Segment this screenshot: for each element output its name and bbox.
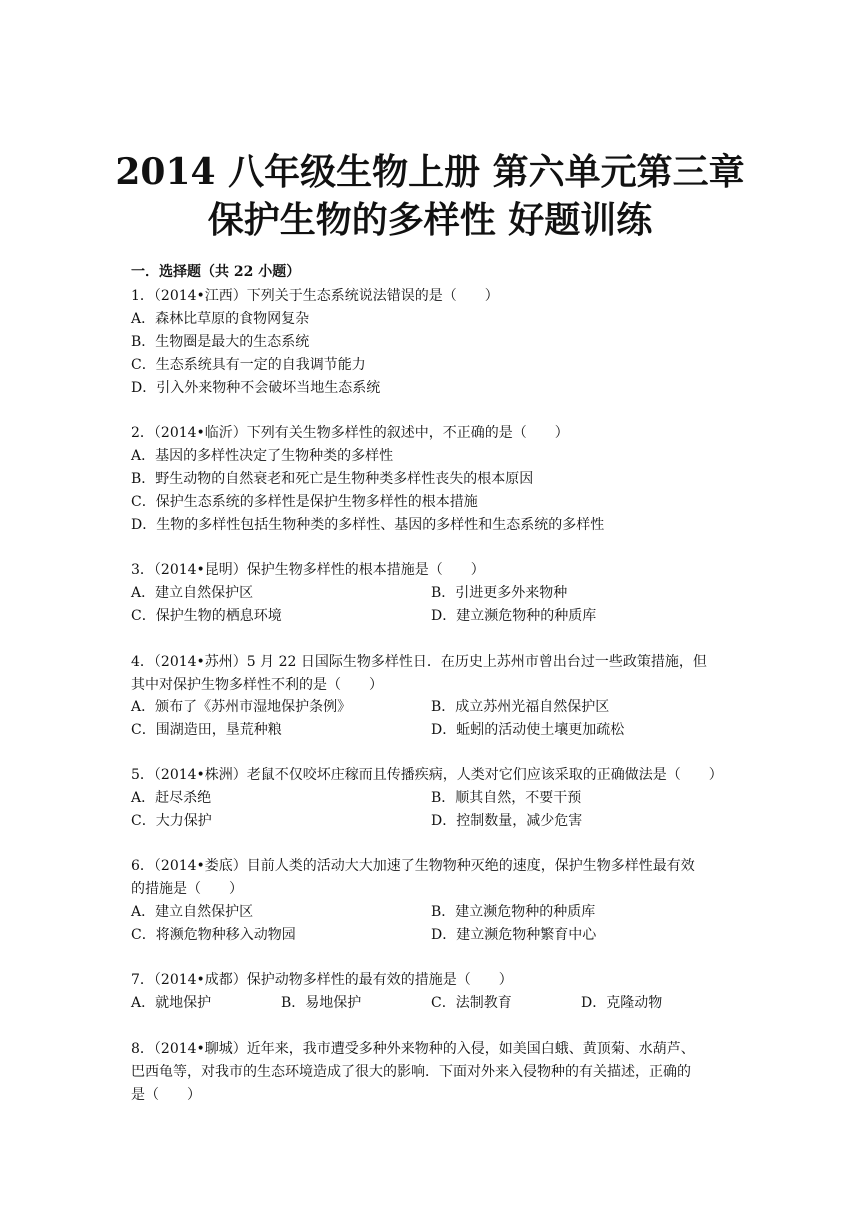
question-3-option-a: A．建立自然保护区 <box>131 585 254 601</box>
question-7-stem: 7．（2014•成都）保护动物多样性的最有效的措施是（ ） <box>131 972 513 988</box>
question-4-stem-line-2: 其中对保护生物多样性不利的是（ ） <box>131 677 383 693</box>
section-heading: 一．选择题（共 22 小题） <box>131 264 301 280</box>
question-1-stem: 1．（2014•江西）下列关于生态系统说法错误的是（ ） <box>131 288 499 304</box>
question-4-option-d: D．蚯蚓的活动使土壤更加疏松 <box>431 722 625 738</box>
question-8-stem-line-2: 巴西龟等，对我市的生态环境造成了很大的影响．下面对外来入侵物种的有关描述，正确的 <box>131 1064 691 1080</box>
question-8-stem-line-3: 是（ ） <box>131 1087 201 1103</box>
question-3-option-b: B．引进更多外来物种 <box>431 585 568 601</box>
question-6-stem-line-2: 的措施是（ ） <box>131 881 243 897</box>
question-3-option-d: D．建立濒危物种的种质库 <box>431 608 597 624</box>
question-1-option-c: C．生态系统具有一定的自我调节能力 <box>131 357 366 373</box>
question-5-stem: 5．（2014•株洲）老鼠不仅咬坏庄稼而且传播疾病，人类对它们应该采取的正确做法是（ ） <box>131 767 723 783</box>
question-6-option-c: C．将濒危物种移入动物园 <box>131 927 296 943</box>
document-title-line-1: 2014 八年级生物上册 第六单元第三章 <box>115 151 745 193</box>
question-4-stem-line-1: 4．（2014•苏州）5 月 22 日国际生物多样性日．在历史上苏州市曾出台过一些政策措施，但 <box>131 654 707 670</box>
question-7-option-b: B．易地保护 <box>281 995 362 1011</box>
question-2-stem: 2．（2014•临沂）下列有关生物多样性的叙述中，不正确的是（ ） <box>131 425 569 441</box>
question-5-option-c: C．大力保护 <box>131 813 212 829</box>
question-3-stem: 3．（2014•昆明）保护生物多样性的根本措施是（ ） <box>131 562 485 578</box>
question-4-option-b: B．成立苏州光福自然保护区 <box>431 699 610 715</box>
question-7-option-c: C．法制教育 <box>431 995 512 1011</box>
question-4-option-a: A．颁布了《苏州市湿地保护条例》 <box>131 699 352 715</box>
question-1-option-d: D．引入外来物种不会破坏当地生态系统 <box>131 380 381 396</box>
question-6-option-a: A．建立自然保护区 <box>131 904 254 920</box>
question-6-option-d: D．建立濒危物种繁育中心 <box>431 927 597 943</box>
question-2-option-a: A．基因的多样性决定了生物种类的多样性 <box>131 448 394 464</box>
question-2-option-b: B．野生动物的自然衰老和死亡是生物种类多样性丧失的根本原因 <box>131 471 534 487</box>
question-3-option-c: C．保护生物的栖息环境 <box>131 608 282 624</box>
question-7-option-d: D．克隆动物 <box>581 995 663 1011</box>
question-5-option-d: D．控制数量，减少危害 <box>431 813 583 829</box>
question-6-option-b: B．建立濒危物种的种质库 <box>431 904 596 920</box>
question-2-option-c: C．保护生态系统的多样性是保护生物多样性的根本措施 <box>131 494 478 510</box>
question-2-option-d: D．生物的多样性包括生物种类的多样性、基因的多样性和生态系统的多样性 <box>131 517 605 533</box>
question-6-stem-line-1: 6．（2014•娄底）目前人类的活动大大加速了生物物种灭绝的速度，保护生物多样性最有效 <box>131 858 695 874</box>
question-1-option-a: A．森林比草原的食物网复杂 <box>131 311 310 327</box>
question-4-option-c: C．围湖造田，垦荒种粮 <box>131 722 282 738</box>
question-1-option-b: B．生物圈是最大的生态系统 <box>131 334 310 350</box>
question-8-stem-line-1: 8．（2014•聊城）近年来，我市遭受多种外来物种的入侵，如美国白蛾、黄顶菊、水葫芦、 <box>131 1041 695 1057</box>
question-5-option-a: A．赶尽杀绝 <box>131 790 212 806</box>
document-title-line-2: 保护生物的多样性 好题训练 <box>207 199 653 241</box>
question-5-option-b: B．顺其自然，不要干预 <box>431 790 582 806</box>
question-7-option-a: A．就地保护 <box>131 995 212 1011</box>
